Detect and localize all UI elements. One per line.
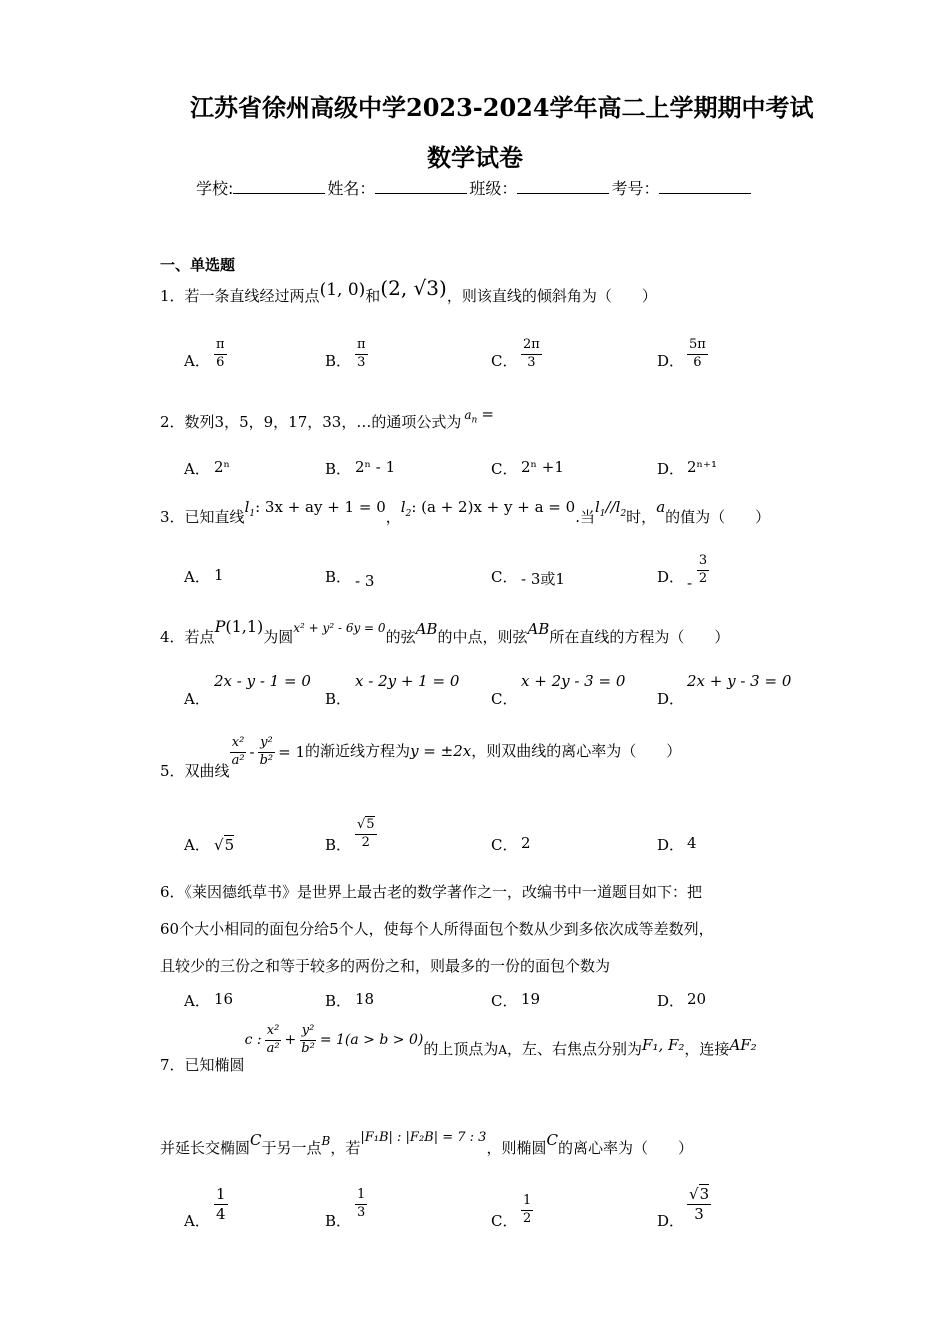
var-a: a [656,498,666,516]
question-2: 2．数列3，5，9，17，33，…的通项公式为 $^{a_n}$ = [160,405,494,431]
option-c-value: x + 2y - 3 = 0 [521,672,626,690]
circle-eq: x² + y² - 6y = 0 [293,621,386,635]
ellipse-c: C [250,1131,262,1149]
line-l1: $l_1$: 3x + ay + 1 = 0 [244,498,386,519]
page-subtitle: 数学试卷 [427,143,523,172]
exam-no-blank [659,178,751,194]
option-c-value: 19 [521,990,541,1008]
question-text: 和 [365,287,381,305]
option-b-value: - 3 [355,572,375,590]
option-d-value: 20 [687,990,707,1008]
option-b-value: 2ⁿ - 1 [355,458,396,476]
option-b-value: 18 [355,990,375,1008]
student-info-line [196,176,753,199]
point-1: (1, 0) [319,280,366,300]
option-b-value: $\frac{\pi}{3}$ [357,337,366,370]
option-a-value: 16 [214,990,234,1008]
question-7-line-1: 7．已知椭圆 c : $\frac{\text{x²}}{\text{a²}}$ + $\frac{\text{y²}}{\text{b²}}$ = 1(a > b > 0) 的上顶点为$_A$，左、右焦点分别为F₁, F₂，连接AF₂ [160,1023,757,1075]
question-number: 1． [160,287,185,305]
point-b: B [321,1134,331,1148]
option-c-value: $\frac{2\pi}{3}$ [523,337,540,370]
question-5: 5．双曲线 $\frac{\text{x²}}{\text{a²}}$ - $\frac{\text{y²}}{\text{b²}}$ = 1 的渐近线方程为y = ±2x，则双曲线的离心率为（ ） [160,735,682,780]
hyperbola-eq: $\frac{\text{x²}}{\text{a²}}$ - $\frac{\text{y²}}{\text{b²}}$ = 1 [231,735,306,768]
option-a-value: 1 [214,566,224,584]
line-l2: $l_2$: (a + 2)x + y + a = 0 [400,498,576,519]
point-2: (2, √3) [380,276,447,300]
option-d-value: 2ⁿ⁺¹ [687,458,717,476]
option-b-value: $\frac{√5}{2}$ [357,817,375,850]
school-blank [233,178,325,194]
option-d-value: 4 [687,834,697,852]
question-text: 若一条直线经过两点 [184,287,320,305]
ellipse-c: C [546,1131,558,1149]
option-c-value: 2 [521,834,531,852]
segment-af2: AF₂ [729,1036,757,1055]
class-blank [517,178,609,194]
option-a-value: 2ⁿ [214,458,231,476]
chord-ab: AB [527,620,550,638]
option-d-value: $\frac{√3}{3}$ [689,1185,710,1224]
point-p: P(1,1) [214,617,264,636]
school-label: 学校: [196,179,234,198]
question-6-line-3: 且较少的三份之和等于较多的两份之和，则最多的一份的面包个数为 [160,957,611,975]
foci: F₁, F₂ [642,1036,685,1055]
option-c-value: - 3或1 [521,570,565,588]
option-label: C． [491,352,518,370]
option-a-value: $\frac{1}{4}$ [216,1185,226,1224]
question-7-line-2: 并延长交椭圆C于另一点$^B$，若|F₁B| : |F₂B| = 7 : 3，则椭圆C的离心率为（ ） [160,1130,693,1157]
question-3: 3．已知直线$l_1$: 3x + ay + 1 = 0，$l_2$: (a + 2)x + y + a = 0.当$l_1//l_2$时，a的值为（ ） [160,498,771,526]
asymptote-eq: y = ±2x [410,742,472,760]
option-b-value: $\frac{1}{3}$ [357,1187,366,1220]
option-c-value: $\frac{1}{2}$ [523,1193,532,1226]
question-6-line-1: 6．《莱因德纸草书》是世界上最古老的数学著作之一，改编书中一道题目如下：把 [160,883,703,901]
name-blank [375,178,467,194]
name-label: 姓名： [327,179,376,198]
section-heading: 一、单选题 [160,256,236,274]
option-d-value: 2x + y - 3 = 0 [687,672,792,690]
option-label: A． [184,352,210,370]
option-a-value: √5 [214,836,235,854]
page-title: 江苏省徐州高级中学2023-2024学年高二上学期期中考试 [190,93,814,122]
exam-no-label: 考号： [611,179,660,198]
chord-ab: AB [415,620,438,638]
question-1 [160,276,657,306]
a-n: an [464,408,478,426]
ellipse-eq: c : $\frac{\text{x²}}{\text{a²}}$ + $\frac{\text{y²}}{\text{b²}}$ = 1(a > b > 0) [244,1023,424,1056]
option-a-value: 2x - y - 1 = 0 [214,672,311,690]
option-c-value: 2ⁿ +1 [521,458,564,476]
question-6-line-2: 60个大小相同的面包分给5个人，使每个人所得面包个数从少到多依次成等差数列， [160,920,714,938]
option-b-value: x - 2y + 1 = 0 [355,672,460,690]
option-d-value: - $\frac{3}{2}$ [687,553,708,593]
question-text: ，则该直线的倾斜角为（ ） [446,287,657,305]
option-label: B． [325,352,352,370]
class-label: 班级： [469,179,518,198]
parallel-cond: $l_1//l_2$ [594,498,627,519]
option-a-value: $\frac{\pi}{6}$ [216,337,225,370]
ratio-condition: |F₁B| : |F₂B| = 7 : 3 [360,1130,487,1145]
option-label: D． [657,352,685,370]
question-4: 4．若点P(1,1)为圆$^{x^2 + y^2 - 6y = 0}$的弦AB的中点，则弦AB所在直线的方程为（ ） [160,617,730,646]
option-d-value: $\frac{5\pi}{6}$ [689,337,706,370]
